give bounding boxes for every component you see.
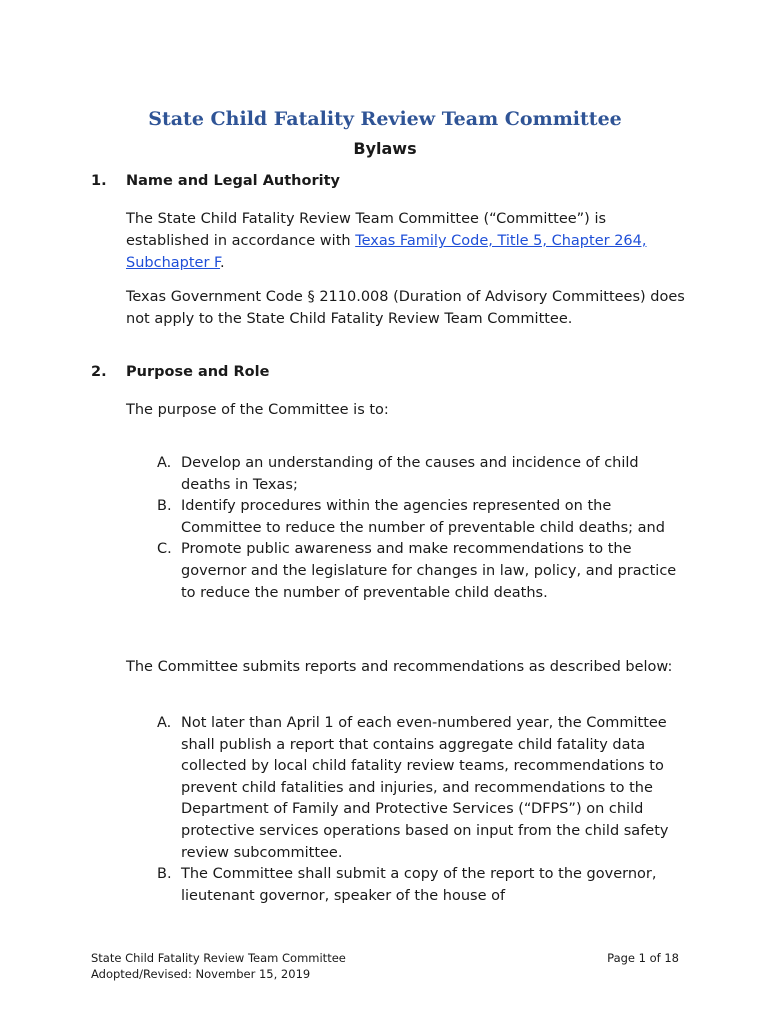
document-title: State Child Fatality Review Team Committee <box>148 108 622 130</box>
page-number: Page 1 of 18 <box>607 951 679 965</box>
section-1-paragraph-1 <box>126 208 686 274</box>
list-marker: C. <box>157 541 172 558</box>
reports-intro: The Committee submits reports and recommendations as described below: <box>126 659 673 675</box>
list-marker: A. <box>157 455 172 471</box>
list-item-text: Not later than April 1 of each even-numbered year, the Committee shall publish a report that contains aggregate child fatality data collected by local child fatality review teams, recommendations to prevent child fatalities and injuries, and recommendations to the Department of Family and Protective Services (“DFPS”) on child protective services operations based on input from the child safety review subcommittee. <box>181 715 669 861</box>
list-item-text: The Committee shall submit a copy of the report to the governor, lieutenant governor, speaker of the house of <box>181 866 657 904</box>
texas-family-code-link[interactable]: Texas Family Code, Title 5, Chapter 264, Subchapter F <box>126 233 647 271</box>
section-1-heading: Name and Legal Authority <box>126 173 340 189</box>
page-footer <box>91 950 346 982</box>
list-item-text: Promote public awareness and make recommendations to the governor and the legislature for changes in law, policy, and practice to reduce the number of preventable child deaths. <box>181 541 677 601</box>
section-2-number: 2. <box>91 364 107 380</box>
list-item <box>157 453 677 496</box>
footer-committee-name: State Child Fatality Review Team Committee <box>91 951 346 965</box>
purpose-intro: The purpose of the Committee is to: <box>126 402 389 418</box>
paragraph-text: The State Child Fatality Review Team Committee (“Committee”) is established in accordance with <box>126 211 607 249</box>
document-subtitle: Bylaws <box>353 139 417 158</box>
section-2-heading: Purpose and Role <box>126 364 270 380</box>
footer-adopted-date: Adopted/Revised: November 15, 2019 <box>91 967 311 981</box>
list-item-text: Identify procedures within the agencies represented on the Committee to reduce the number of preventable child deaths; and <box>181 498 665 536</box>
list-item <box>157 713 677 864</box>
list-marker: A. <box>157 715 172 731</box>
list-item <box>157 864 677 907</box>
purpose-list <box>157 453 677 604</box>
section-1-number: 1. <box>91 173 107 189</box>
list-item <box>157 496 677 539</box>
list-item-text: Develop an understanding of the causes and incidence of child deaths in Texas; <box>181 455 639 493</box>
list-item <box>157 539 677 604</box>
list-marker: B. <box>157 498 172 515</box>
reports-list <box>157 713 677 907</box>
list-marker: B. <box>157 866 172 883</box>
section-1-paragraph-2: Texas Government Code § 2110.008 (Duration of Advisory Committees) does not apply to the State Child Fatality Review Team Committee. <box>126 289 685 327</box>
paragraph-text-end: . <box>220 255 225 271</box>
